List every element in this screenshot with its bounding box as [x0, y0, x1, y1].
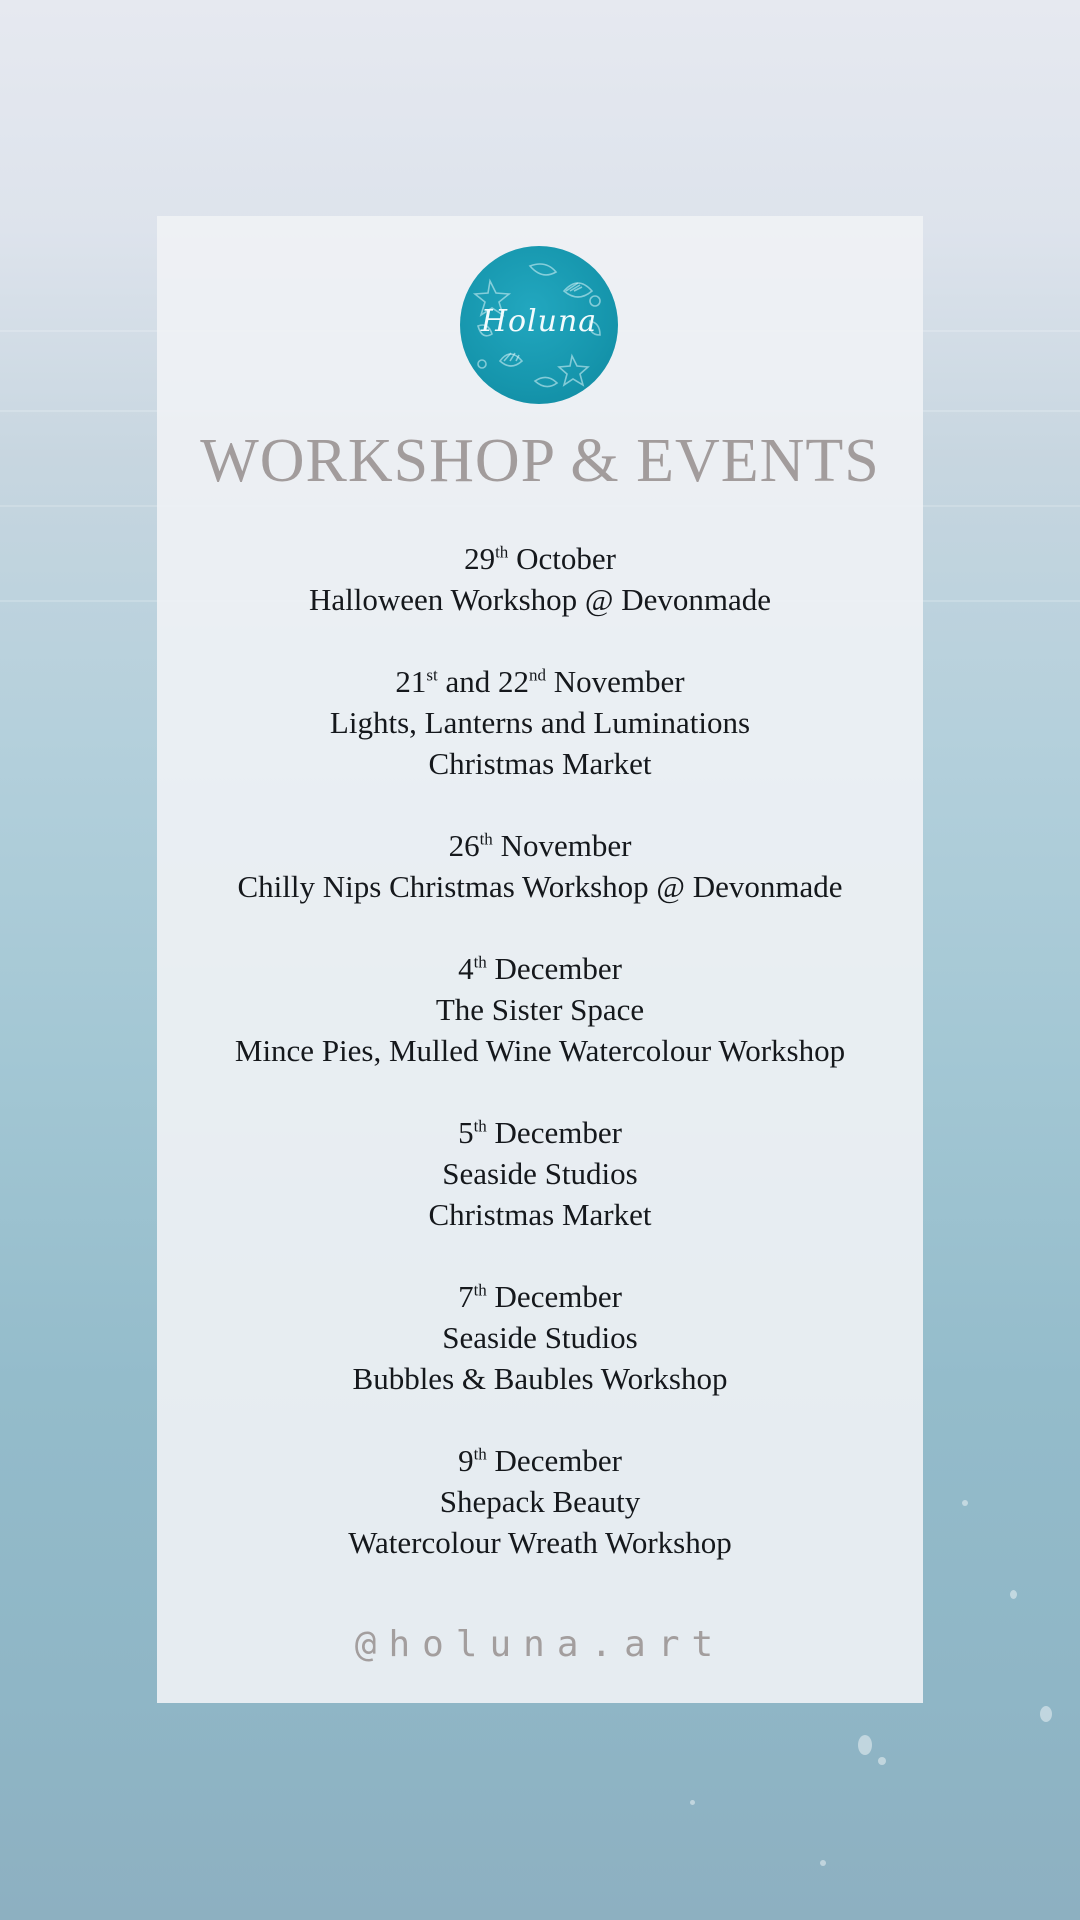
logo-wordmark: Holuna — [480, 304, 598, 339]
event-date: 4th December — [458, 951, 622, 986]
event-detail: Lights, Lanterns and Luminations — [329, 705, 751, 740]
holuna-logo — [460, 246, 618, 404]
event-detail: Halloween Workshop @ Devonmade — [309, 582, 771, 617]
event-detail: Christmas Market — [428, 746, 652, 781]
event-date: 21st and 22nd November — [395, 664, 685, 699]
event-item — [157, 825, 923, 907]
event-detail: Seaside Studios — [442, 1156, 638, 1191]
water-drop — [1010, 1590, 1017, 1599]
event-detail: Christmas Market — [428, 1197, 652, 1232]
page-title: WORKSHOP & EVENTS — [200, 427, 880, 495]
water-drop — [962, 1500, 968, 1506]
event-detail: Mince Pies, Mulled Wine Watercolour Workshop — [234, 1033, 846, 1068]
event-detail: Watercolour Wreath Workshop — [348, 1525, 732, 1560]
event-date: 5th December — [458, 1115, 622, 1150]
event-item — [157, 1440, 923, 1563]
water-drop — [858, 1735, 872, 1755]
event-item — [157, 948, 923, 1071]
event-detail: Chilly Nips Christmas Workshop @ Devonmade — [237, 869, 843, 904]
water-drop — [878, 1757, 886, 1765]
water-drop — [820, 1860, 826, 1866]
event-detail: Bubbles & Baubles Workshop — [352, 1361, 728, 1396]
event-date: 26th November — [448, 828, 632, 863]
event-item — [157, 1112, 923, 1235]
events-card — [157, 216, 923, 1703]
event-date: 7th December — [458, 1279, 622, 1314]
event-date: 29th October — [464, 541, 616, 576]
event-detail: The Sister Space — [435, 992, 645, 1027]
social-handle: @holuna.art — [354, 1624, 726, 1665]
events-list — [157, 538, 923, 1604]
event-item — [157, 538, 923, 620]
event-item — [157, 661, 923, 784]
water-drop — [690, 1800, 695, 1805]
water-drop — [1040, 1706, 1052, 1722]
event-date: 9th December — [458, 1443, 622, 1478]
event-detail: Seaside Studios — [442, 1320, 638, 1355]
event-item — [157, 1276, 923, 1399]
event-detail: Shepack Beauty — [439, 1484, 641, 1519]
